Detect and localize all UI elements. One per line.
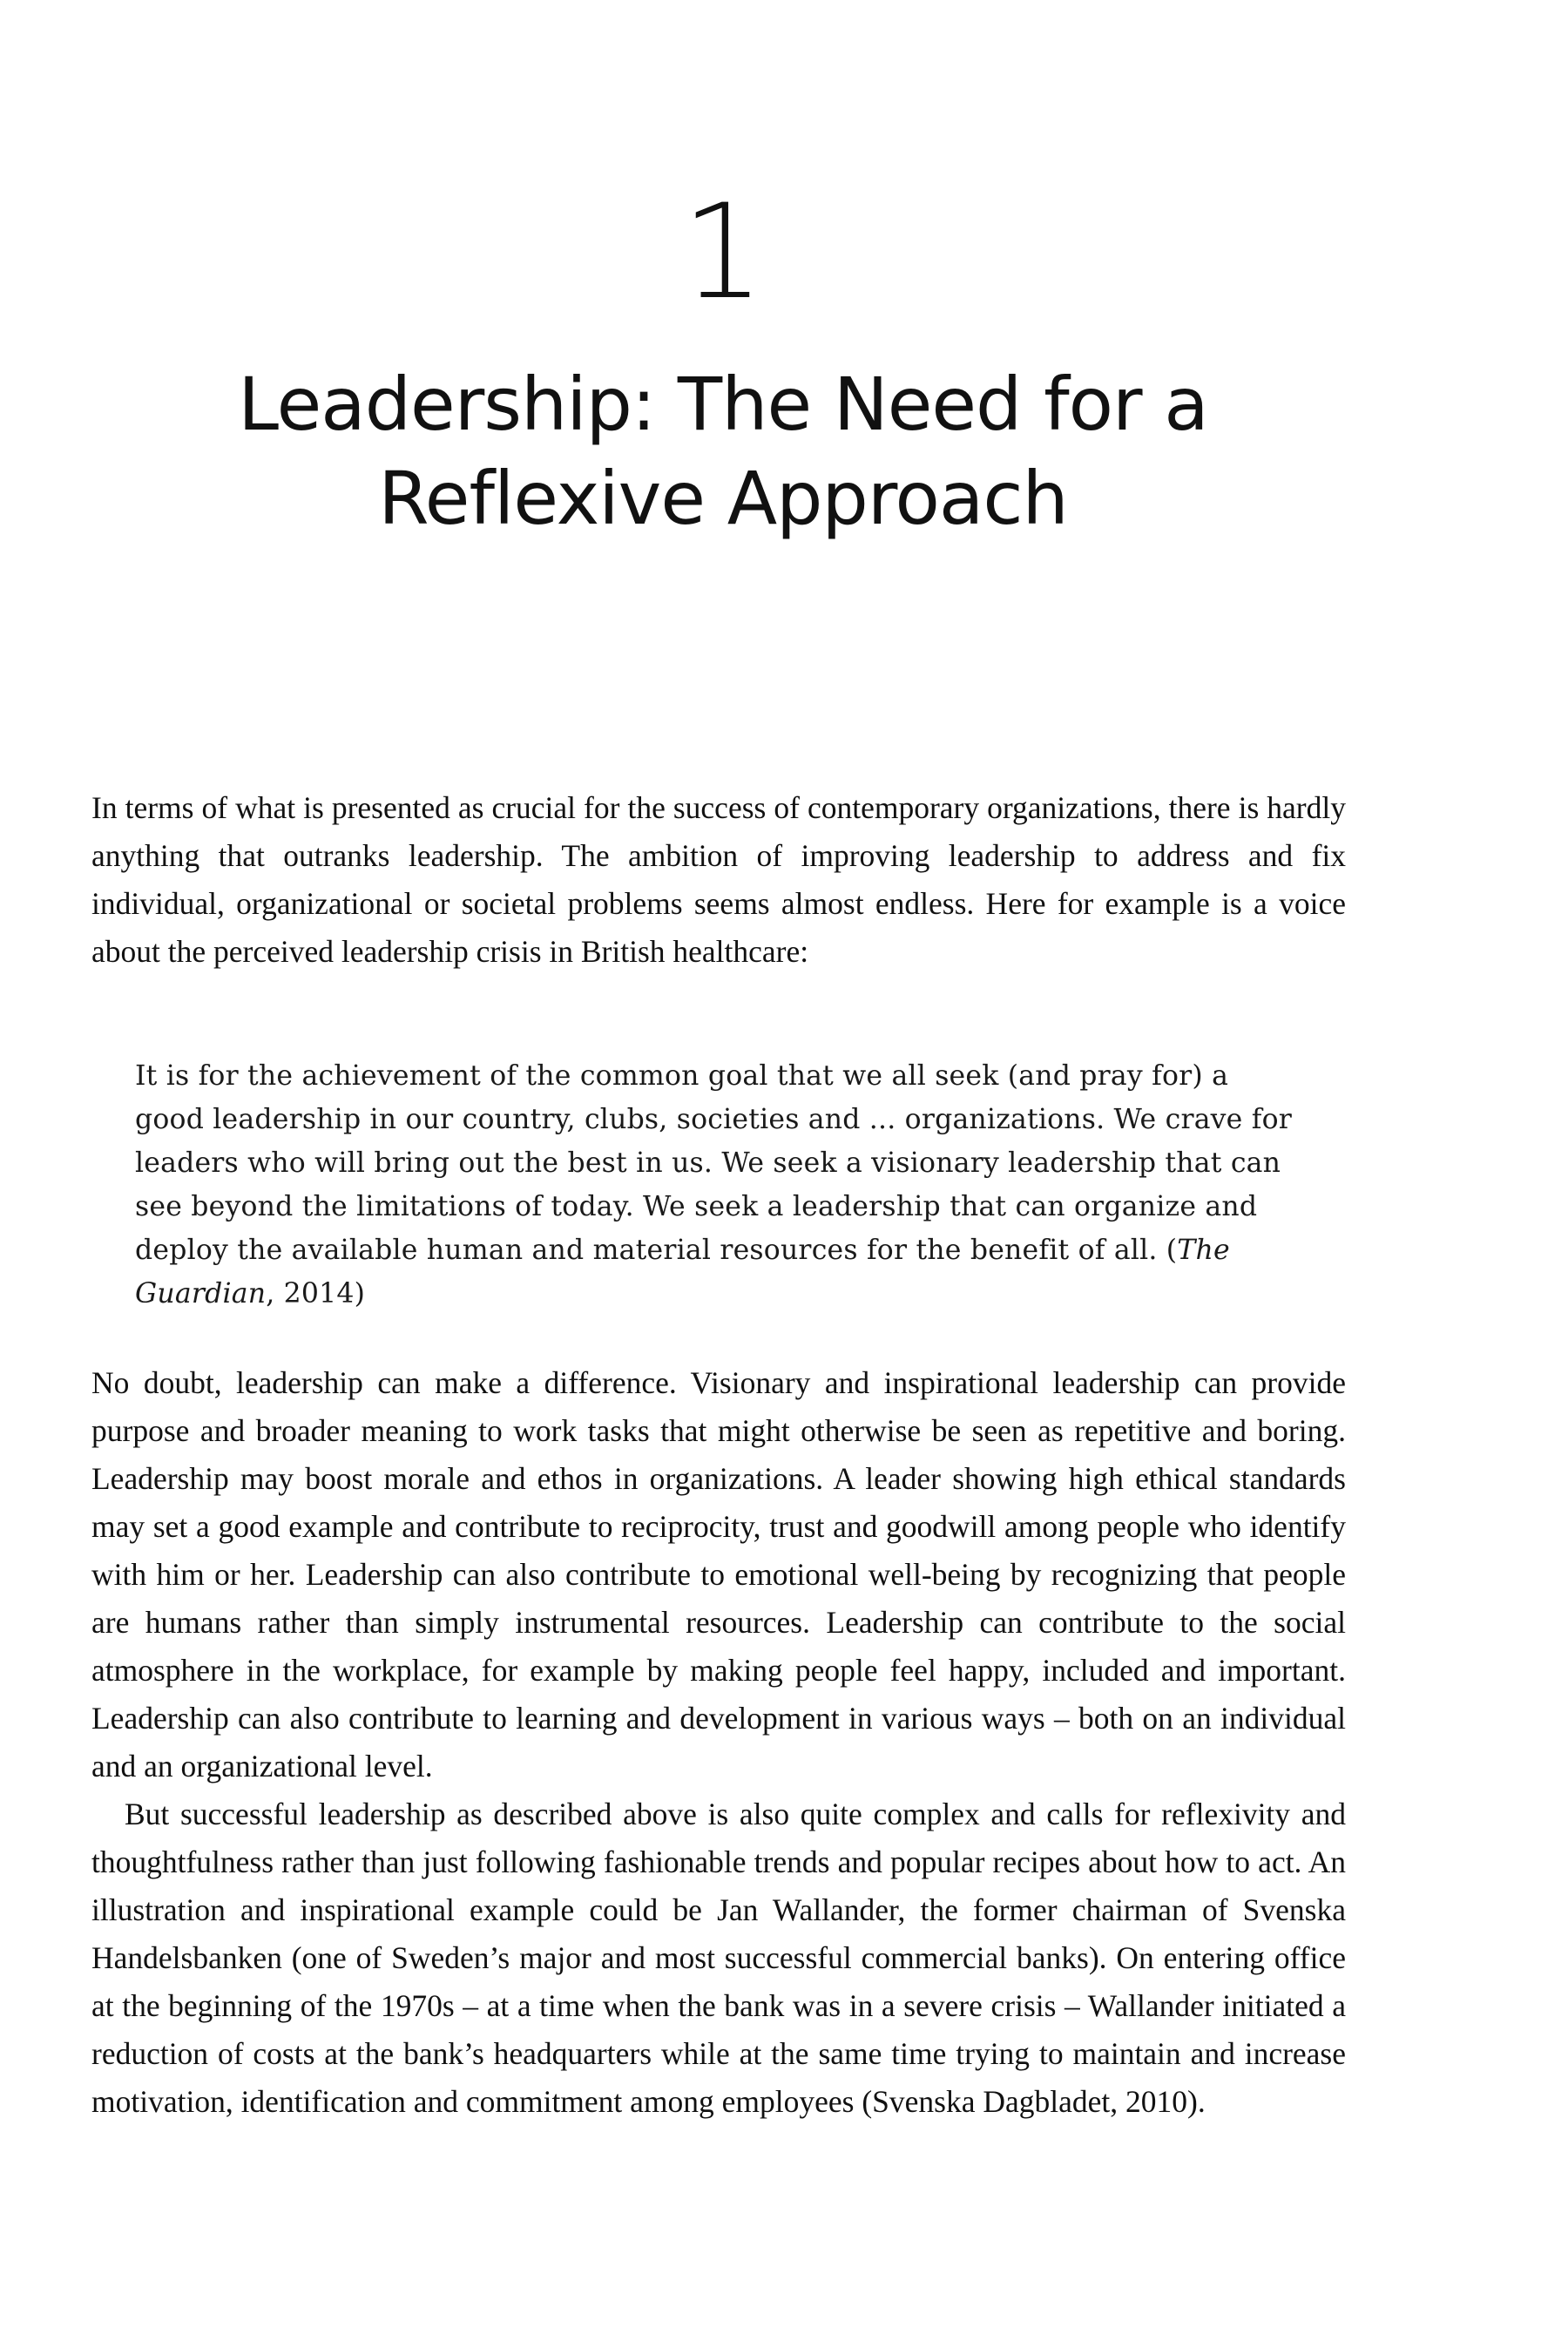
- chapter-number: 1: [681, 177, 765, 328]
- chapter-title-line-1: Leadership: The Need for a: [238, 362, 1208, 447]
- block-quote: [135, 1054, 1298, 1316]
- quote-source-title: The Guardian: [135, 1235, 1230, 1310]
- quote-source-rest: , 2014): [266, 1278, 366, 1310]
- chapter-title-line-2: Reflexive Approach: [378, 456, 1068, 541]
- quote-text: It is for the achievement of the common goal that we all seek (and pray for) a good leadership in our country, clubs, societies and ... organizations. We crave for leaders who will bring out the best in us. We seek a visionary leadership that can see beyond the limitations of today. We seek a leadership that can organize and deploy the available human and material resources for the benefit of all.: [135, 1060, 1293, 1266]
- quote-source-open: (: [1166, 1235, 1178, 1266]
- paragraph-difference: No doubt, leadership can make a difference. Visionary and inspirational leadership can provide purpose and broader meaning to work tasks that might otherwise be seen as repetitive and boring. Leadership may boost morale and ethos in organizations. A leader showing high ethical standards may set a good example and contribute to reciprocity, trust and goodwill among people who identify with him or her. Leadership can also contribute to emotional well-being by recognizing that people are humans rather than simply instrumental resources. Leadership can contribute to the social atmosphere in the workplace, for example by making people feel happy, included and important. Leadership can also contribute to learning and development in various ways – both on an individual and an organizational level.: [91, 1365, 1346, 1783]
- paragraph-intro: In terms of what is presented as crucial for the success of contemporary organizations, there is hardly anything that outranks leadership. The ambition of improving leadership to address and fix individual, organizational or societal problems seems almost endless. Here for example is a voice about the perceived leadership crisis in British healthcare:: [91, 790, 1346, 969]
- intro-section: [91, 784, 1346, 976]
- paragraph-successful-leadership: But successful leadership as described above is also quite complex and calls for reflexivity and thoughtfulness rather than just following fashionable trends and popular recipes about how to act. An illustration and inspirational example could be Jan Wallander, the former chairman of Svenska Handelsbanken (one of Sweden’s major and most successful commercial banks). On entering office at the beginning of the 1970s – at a time when the bank was in a severe crisis – Wallander initiated a reduction of costs at the bank’s headquarters while at the same time trying to maintain and increase motivation, identification and commitment among employees (Svenska Dagbladet, 2010).: [91, 1797, 1346, 2119]
- chapter-title: [0, 357, 1446, 545]
- main-section: [91, 1359, 1346, 2126]
